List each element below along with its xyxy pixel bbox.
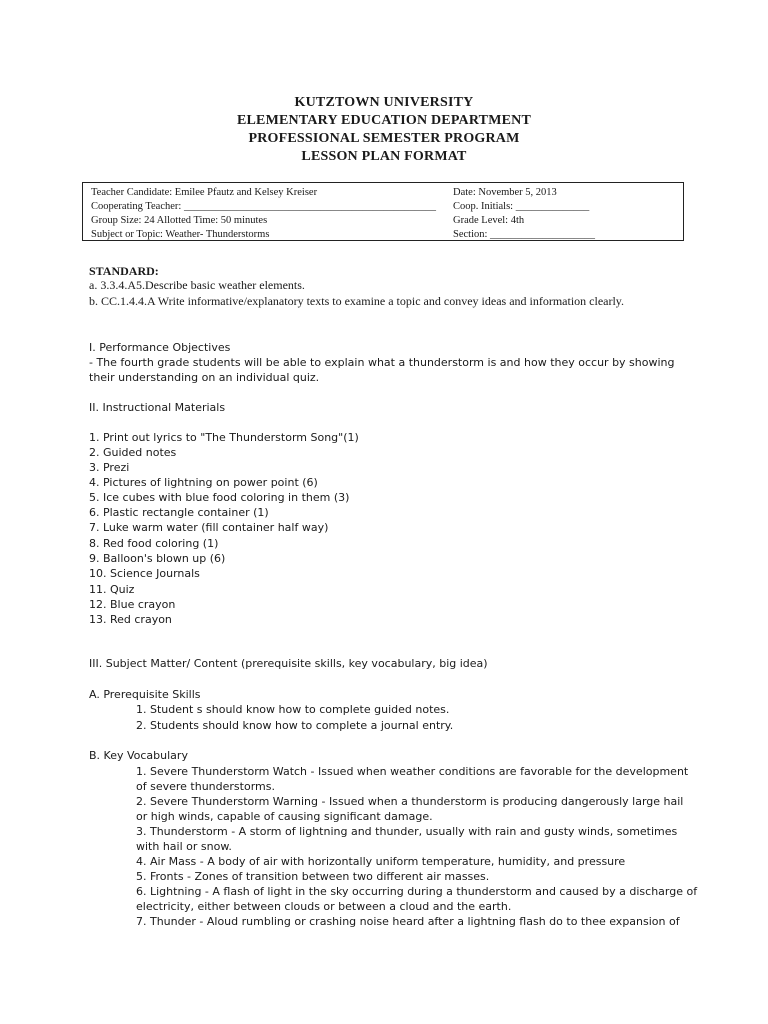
standard-a: a. 3.3.4.A5.Describe basic weather elements.	[89, 278, 305, 292]
vocabulary-line: or high winds, capable of causing significant damage.	[136, 810, 433, 823]
coop-initials: Coop. Initials: ______________	[453, 201, 590, 212]
list-item: 10. Science Journals	[89, 567, 200, 580]
list-item: 2. Guided notes	[89, 446, 177, 459]
vocabulary-line: 2. Severe Thunderstorm Warning - Issued when a thunderstorm is producing dangerously large hail	[136, 795, 684, 808]
list-item: 3. Prezi	[89, 461, 130, 474]
vocabulary-heading: B. Key Vocabulary	[89, 749, 188, 762]
teacher-info-box	[82, 182, 684, 241]
header-university: KUTZTOWN UNIVERSITY	[294, 95, 474, 110]
lesson-date: Date: November 5, 2013	[453, 187, 557, 198]
objectives-line-1: - The fourth grade students will be able to explain what a thunderstorm is and how they occur by showing	[89, 356, 675, 369]
prerequisite-item: 1. Student s should know how to complete guided notes.	[136, 703, 450, 716]
vocabulary-line: 7. Thunder - Aloud rumbling or crashing noise heard after a lightning flash do to thee expansion of	[136, 915, 680, 928]
section: Section: ____________________	[453, 229, 596, 240]
list-item: 7. Luke warm water (fill container half way)	[89, 521, 329, 534]
vocabulary-line: 5. Fronts - Zones of transition between two different air masses.	[136, 870, 490, 883]
grade-level: Grade Level: 4th	[453, 215, 525, 226]
header-program: PROFESSIONAL SEMESTER PROGRAM	[248, 131, 520, 146]
vocabulary-line: 4. Air Mass - A body of air with horizontally uniform temperature, humidity, and pressure	[136, 855, 626, 868]
list-item: 1. Print out lyrics to "The Thunderstorm Song"(1)	[89, 431, 359, 444]
list-item: 13. Red crayon	[89, 613, 172, 626]
header-department: ELEMENTARY EDUCATION DEPARTMENT	[236, 113, 532, 128]
list-item: 4. Pictures of lightning on power point (6)	[89, 476, 318, 489]
cooperating-teacher: Cooperating Teacher: ________________________________________________	[91, 201, 436, 212]
standard-b: b. CC.1.4.4.A Write informative/explanatory texts to examine a topic and convey ideas and information clearly.	[89, 294, 625, 308]
vocabulary-line: 6. Lightning - A flash of light in the sky occurring during a thunderstorm and caused by a discharge of	[136, 885, 698, 898]
vocabulary-line: with hail or snow.	[136, 840, 232, 853]
list-item: 8. Red food coloring (1)	[89, 537, 219, 550]
header-format: LESSON PLAN FORMAT	[301, 149, 467, 164]
list-item: 12. Blue crayon	[89, 598, 176, 611]
list-item: 11. Quiz	[89, 583, 135, 596]
materials-heading: II. Instructional Materials	[89, 401, 226, 414]
standard-heading: STANDARD:	[89, 264, 159, 278]
prerequisite-heading: A. Prerequisite Skills	[89, 688, 201, 701]
vocabulary-line: 1. Severe Thunderstorm Watch - Issued when weather conditions are favorable for the development	[136, 765, 689, 778]
group-size: Group Size: 24 Allotted Time: 50 minutes	[91, 215, 268, 226]
teacher-candidate: Teacher Candidate: Emilee Pfautz and Kelsey Kreiser	[91, 187, 318, 198]
prerequisite-item: 2. Students should know how to complete a journal entry.	[136, 719, 454, 732]
document-header	[0, 94, 768, 166]
list-item: 9. Balloon's blown up (6)	[89, 552, 226, 565]
objectives-line-2: their understanding on an individual quiz.	[89, 371, 320, 384]
list-item: 5. Ice cubes with blue food coloring in them (3)	[89, 491, 350, 504]
vocabulary-line: electricity, either between clouds or between a cloud and the earth.	[136, 900, 512, 913]
list-item: 6. Plastic rectangle container (1)	[89, 506, 269, 519]
subject-topic: Subject or Topic: Weather- Thunderstorms	[91, 229, 270, 240]
vocabulary-line: 3. Thunderstorm - A storm of lightning and thunder, usually with rain and gusty winds, sometimes	[136, 825, 678, 838]
objectives-heading: I. Performance Objectives	[89, 341, 231, 354]
subject-matter-heading: III. Subject Matter/ Content (prerequisite skills, key vocabulary, big idea)	[89, 657, 488, 670]
vocabulary-line: of severe thunderstorms.	[136, 780, 275, 793]
